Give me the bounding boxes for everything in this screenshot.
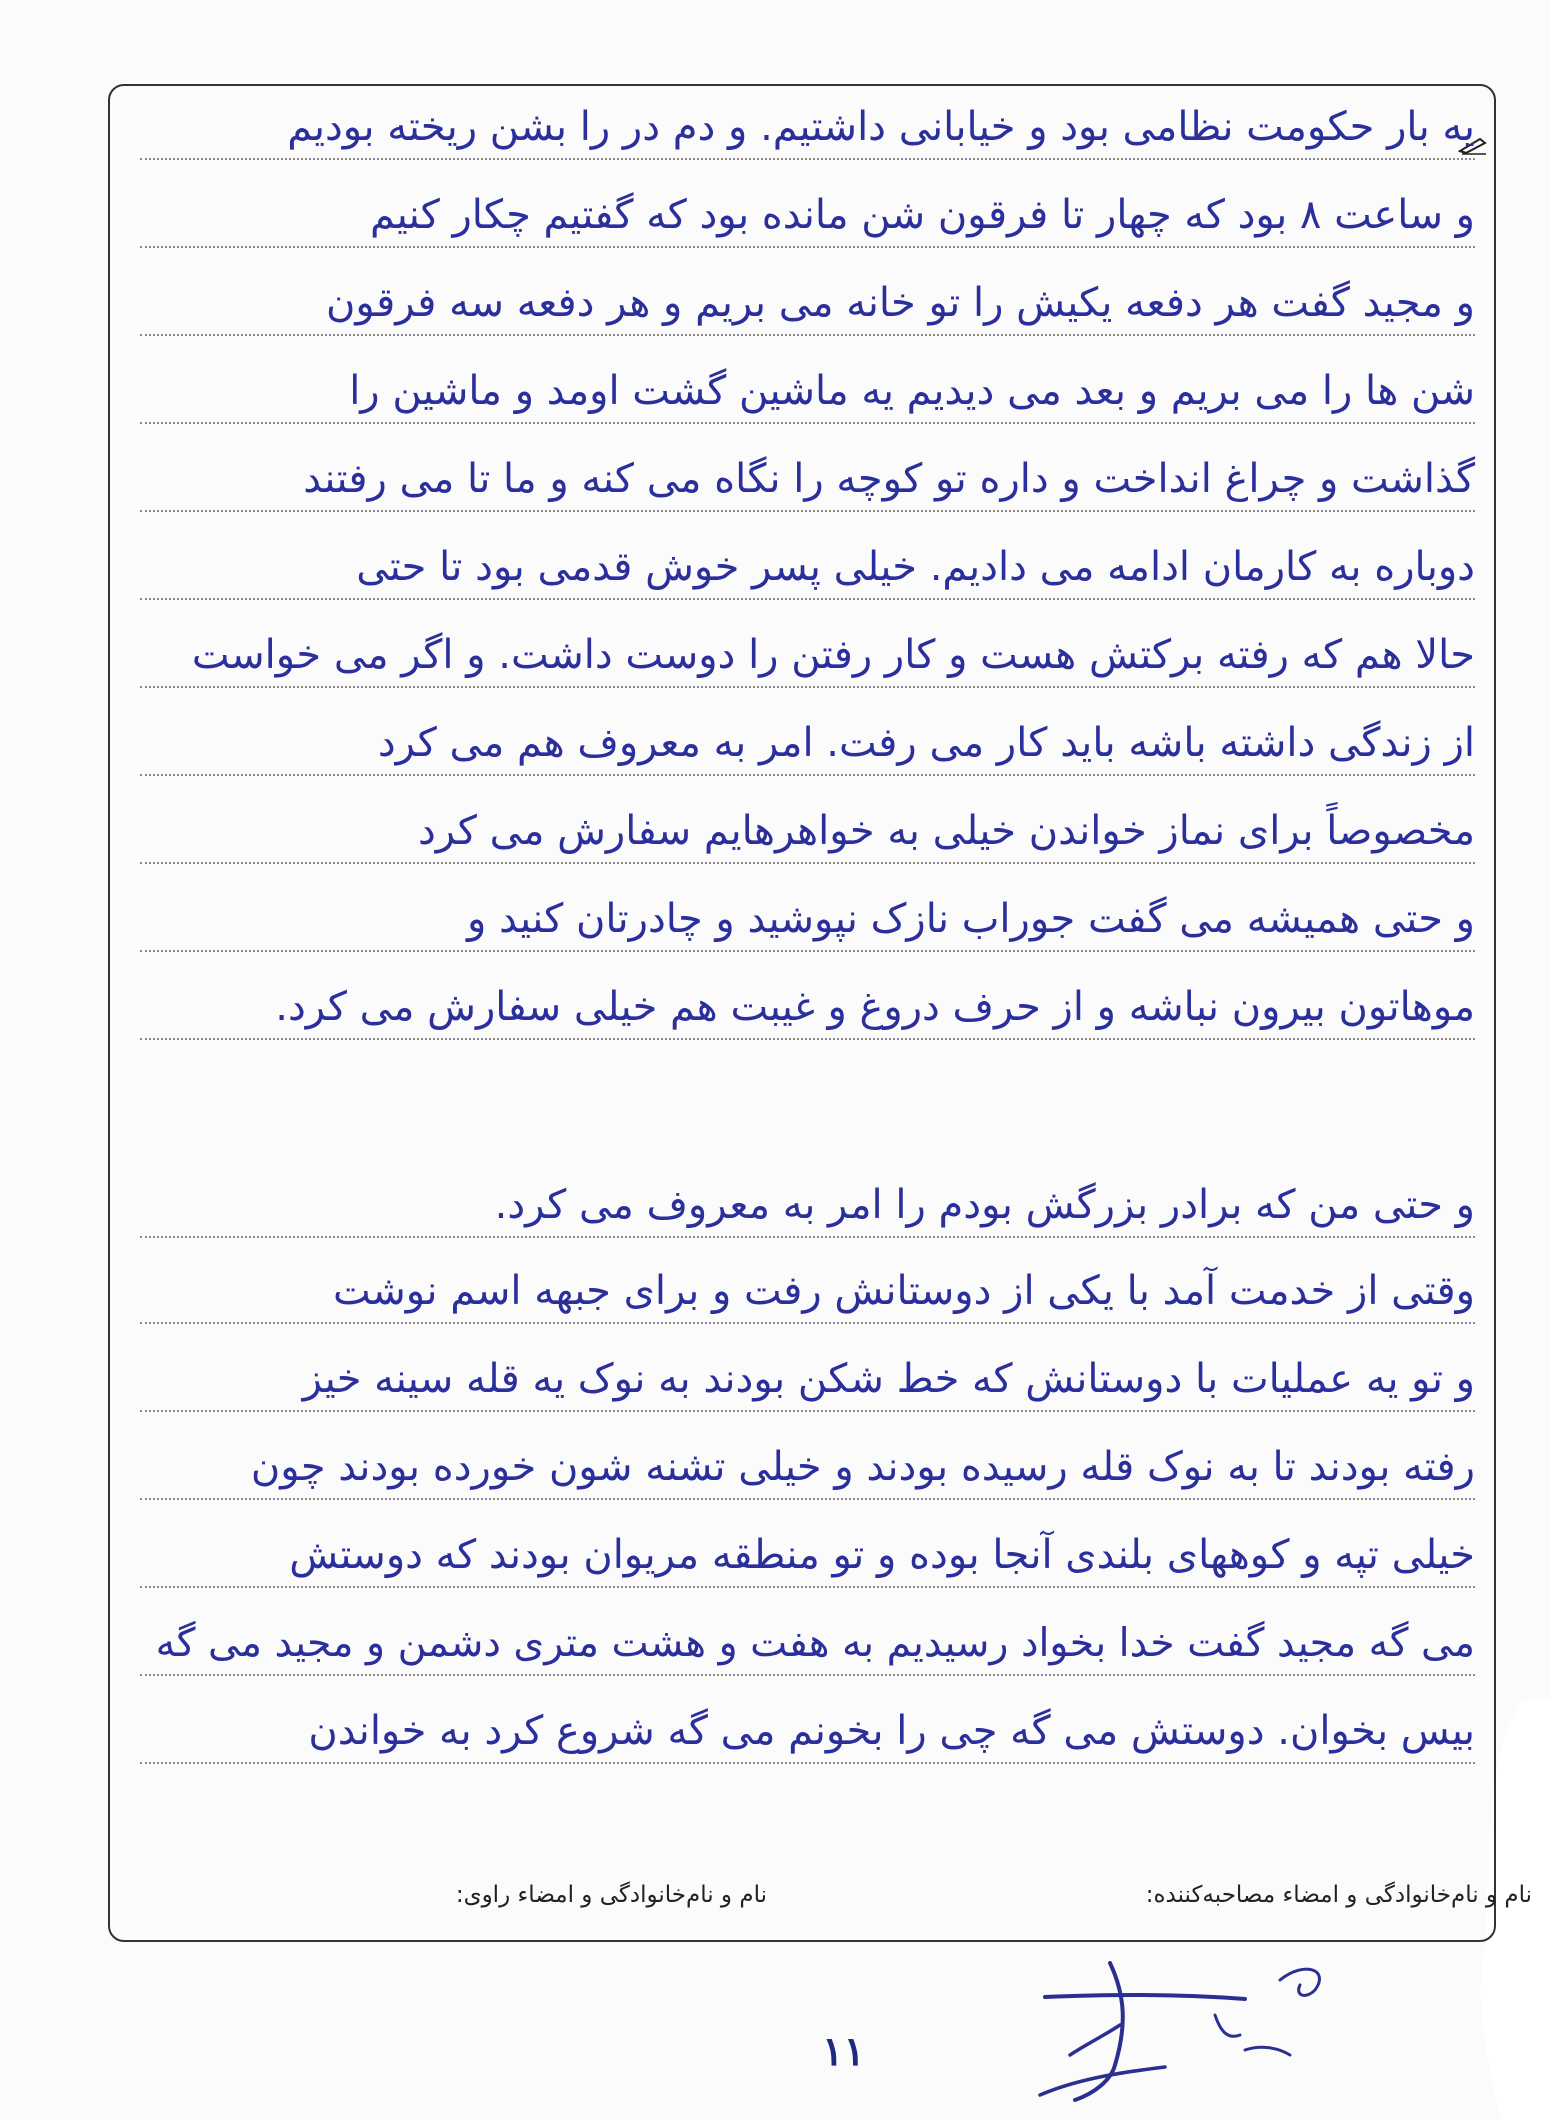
line-text: رفته بودند تا به نوک قله رسیده بودند و خیلی تشنه شون خورده بودند چون: [250, 1444, 1475, 1490]
line-text: موهاتون بیرون نباشه و از حرف دروغ و غیبت هم خیلی سفارش می کرد.: [275, 984, 1475, 1030]
text-line: [140, 628, 1475, 688]
text-line: [140, 1440, 1475, 1500]
line-text: حالا هم که رفته برکتش هست و کار رفتن را دوست داشت. و اگر می خواست: [191, 632, 1475, 678]
text-line: [140, 1616, 1475, 1676]
text-line: [140, 540, 1475, 600]
text-line: [140, 276, 1475, 336]
text-line: [140, 804, 1475, 864]
text-line: [140, 364, 1475, 424]
text-line: [140, 1178, 1475, 1238]
text-line: [140, 716, 1475, 776]
text-line: [140, 452, 1475, 512]
line-text: دوباره به کارمان ادامه می دادیم. خیلی پسر خوش قدمی بود تا حتی: [356, 544, 1475, 590]
narrator-signature-label: نام و نام‌خانوادگی و امضاء راوی:: [455, 1882, 767, 1908]
line-text: وقتی از خدمت آمد با یکی از دوستانش رفت و برای جبهه اسم نوشت: [332, 1268, 1475, 1314]
text-line: [140, 892, 1475, 952]
text-line: [140, 100, 1475, 160]
line-text: و مجید گفت هر دفعه یکیش را تو خانه می بریم و هر دفعه سه فرقون: [326, 280, 1475, 326]
line-text: می گه مجید گفت خدا بخواد رسیدیم به هفت و هشت متری دشمن و مجید می گه: [155, 1620, 1475, 1666]
line-text: خیلی تپه و کوههای بلندی آنجا بوده و تو منطقه مریوان بودند که دوستش: [289, 1532, 1475, 1578]
handwritten-signature: [1015, 1955, 1375, 2110]
line-text: و ساعت ۸ بود که چهار تا فرقون شن مانده بود که گفتیم چکار کنیم: [369, 192, 1475, 238]
text-line: [140, 188, 1475, 248]
text-line: [140, 980, 1475, 1040]
line-text: شن ها را می بریم و بعد می دیدیم یه ماشین گشت اومد و ماشین را: [349, 368, 1475, 414]
text-line: [140, 1528, 1475, 1588]
line-text: و حتی همیشه می گفت جوراب نازک نپوشید و چادرتان کنید و: [467, 896, 1475, 942]
line-text: یه بار حکومت نظامی بود و خیابانی داشتیم. و دم در را بشن ریخته بودیم: [287, 104, 1475, 150]
interviewer-signature-label: نام و نام‌خانوادگی و امضاء مصاحبه‌کننده:: [1145, 1882, 1532, 1908]
line-text: از زندگی داشته باشه باید کار می رفت. امر به معروف هم می کرد: [377, 720, 1475, 766]
line-text: بیس بخوان. دوستش می گه چی را بخونم می گه شروع کرد به خواندن: [308, 1708, 1475, 1754]
signature-footer: [0, 1882, 1550, 1922]
line-text: و حتی من که برادر بزرگش بودم را امر به معروف می کرد.: [494, 1182, 1475, 1228]
line-text: گذاشت و چراغ انداخت و داره تو کوچه را نگاه می کنه و ما تا می رفتند: [303, 456, 1475, 502]
text-line: [140, 1264, 1475, 1324]
page-number: ۱۱: [822, 2028, 865, 2075]
text-line: [140, 1352, 1475, 1412]
line-text: مخصوصاً برای نماز خواندن خیلی به خواهرهایم سفارش می کرد: [417, 808, 1475, 854]
line-text: و تو یه عملیات با دوستانش که خط شکن بودند به نوک یه قله سینه خیز: [302, 1356, 1475, 1402]
text-line: [140, 1704, 1475, 1764]
